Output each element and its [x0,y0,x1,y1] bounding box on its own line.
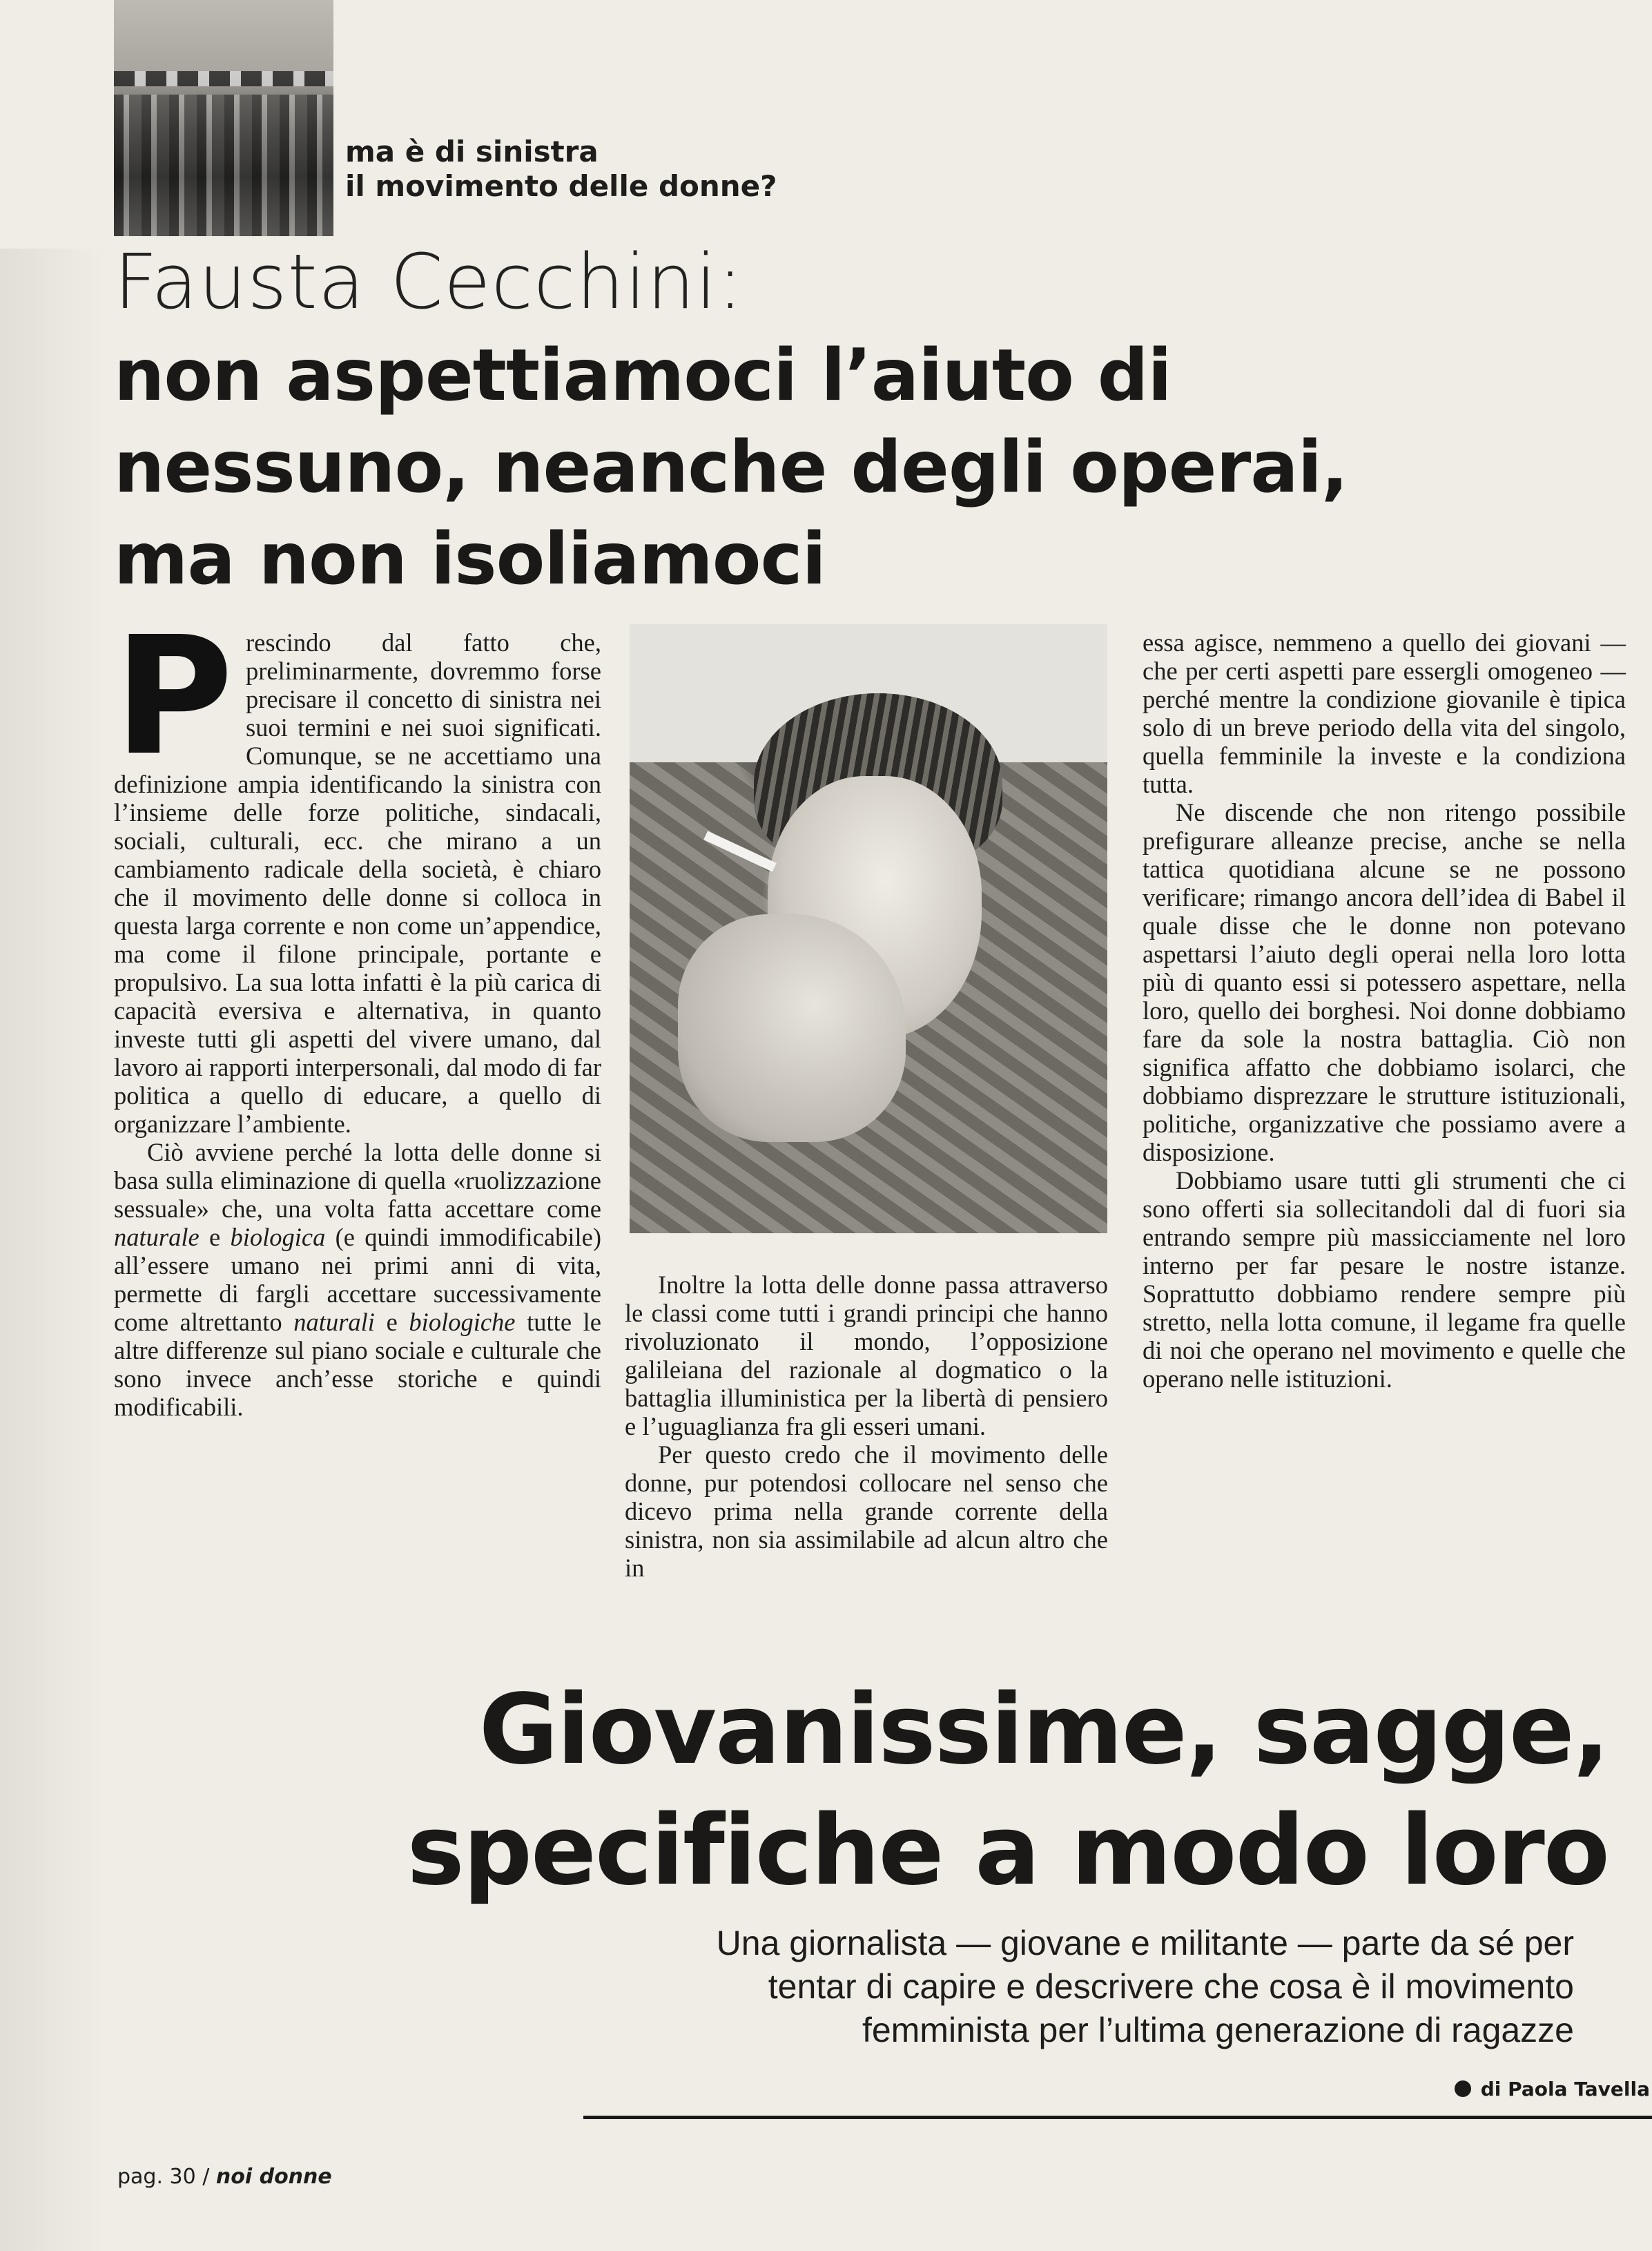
byline-text: di Paola Tavella [1480,2078,1650,2100]
headline-line-2: nessuno, neanche degli operai, [114,426,1348,509]
second-article-title [297,1670,1609,1911]
kicker-line-2: il movimento delle donne? [345,169,777,203]
title-line-2: specifiche a modo loro [407,1795,1609,1907]
photo-hand [678,914,906,1142]
drop-cap: P [114,601,233,791]
emphasis: naturale [114,1223,200,1251]
interviewee-name: Fausta Cecchini: [114,238,744,326]
text-run: (e quindi immodificabile) all’essere umano nei primi anni di vita, permette di fargli accettare successivamente come altrettanto [114,1223,601,1336]
subhead-line-2: tentar di capire e descrivere che cosa è il movimento [768,1967,1574,2006]
bullet-icon [1455,2080,1471,2097]
page-footer [117,2165,332,2190]
title-line-1: Giovanissime, sagge, [478,1674,1609,1786]
portrait-photo [630,624,1107,1233]
paragraph [114,1138,601,1421]
divider-rule [583,2116,1652,2119]
paragraph: Inoltre la lotta delle donne passa attraverso le classi come tutti i grandi principi che hanno rivoluzionato il mondo, l’opposizione galileiana del razionale al dogmatico o la battaglia illuministica per la libertà di pensiero e l’uguaglianza fra gli esseri umani. [625,1271,1108,1440]
paragraph: Dobbiamo usare tutti gli strumenti che ci sono offerti sia sollecitandoli dal di fuori sia entrando sempre più massicciamente nel loro interno per far pesare le nostre istanze. Soprattutto dobbiamo rendere sempre più stretto, nella lotta comune, il legame fra quelle di noi che operano nel movimento e quelle che operano nelle istituzioni. [1143,1166,1626,1393]
headline [114,330,1495,606]
emphasis: biologica [230,1223,326,1251]
second-article-subhead [511,1922,1574,2052]
text-run: e [374,1308,409,1336]
headline-line-1: non aspettiamoci l’aiuto di [114,334,1172,417]
article-column-1 [114,601,601,1421]
page-edge-shadow [0,249,104,2251]
emphasis: biologiche [409,1308,516,1336]
paragraph-text: rescindo dal fatto che, preliminarmente, dovremmo forse precisare il concetto di sinistra nei suoi termini e nei suoi significati. Comunque, se ne accettiamo una definizione ampia identificando la sinistra con l’insieme delle forze politiche, sindacali, sociali, culturali, ecc. che mirano a un cambiamento radicale della società, è chiaro che il movimento delle donne si colloca in questa larga corrente e non come un’appendice, ma come il filone principale, portante e propulsivo. La sua lotta infatti è la più carica di capacità eversiva e alternativa, in quanto investe tutti gli aspetti del vivere umano, dal lavoro ai rapporti interpersonali, dal modo di far politica a quello di educare, a quello di organizzare l’ambiente. [114,628,601,1138]
byline [1401,2077,1650,2102]
text-run: Ciò avviene perché la lotta delle donne si basa sulla eliminazione di quella «ruolizzazione sessuale» che, una volta fatta accettare come [114,1138,601,1223]
paragraph: Ne discende che non ritengo possibile prefigurare alleanze precise, anche se nella tattica quotidiana alcune se ne possono verificare; rimango ancora dell’idea di Babel il quale disse che le donne non potevano aspettarsi l’aiuto degli operai nella loro lotta più di quanto essi si potessero aspettare, nella loro, quello dei borghesi. Noi donne dobbiamo fare da sole la nostra battaglia. Ciò non significa affatto che dobbiamo isolarci, che dobbiamo disprezzare le strutture istituzionali, politiche, organizzative che possiamo avere a disposizione. [1143,798,1626,1166]
photo-banner [114,71,333,86]
page-number: pag. 30 / [117,2165,210,2189]
paragraph: Per questo credo che il movimento delle donne, pur potendosi collocare nel senso che dicevo prima nella grande corrente della sinistra, non sia assimilabile ad alcun altro che in [625,1440,1108,1582]
magazine-name: noi donne [215,2165,332,2189]
subhead-line-1: Una giornalista — giovane e militante — parte da sé per [716,1924,1574,1962]
article-column-2 [625,1271,1108,1582]
article-column-3 [1143,628,1626,1393]
subhead-line-3: femminista per l’ultima generazione di ragazze [862,2011,1574,2049]
headline-line-3: ma non isoliamoci [114,518,826,601]
demonstration-photo [114,0,333,236]
kicker-line-1: ma è di sinistra [345,135,599,168]
paragraph [114,601,601,1138]
photo-crowd [114,95,333,236]
paragraph: essa agisce, nemmeno a quello dei giovani — che per certi aspetti pare essergli omogeneo — perché mentre la condizione giovanile è tipica solo di un breve periodo della vita del singolo, quella femminile la investe e la condiziona tutta. [1143,628,1626,798]
text-run: e [199,1223,231,1251]
emphasis: naturali [293,1308,375,1336]
kicker [345,135,777,204]
text-run: tutte le altre differenze sul piano sociale e culturale che sono invece anch’esse storiche e quindi modificabili. [114,1308,601,1421]
photo-cigarette [703,831,777,871]
